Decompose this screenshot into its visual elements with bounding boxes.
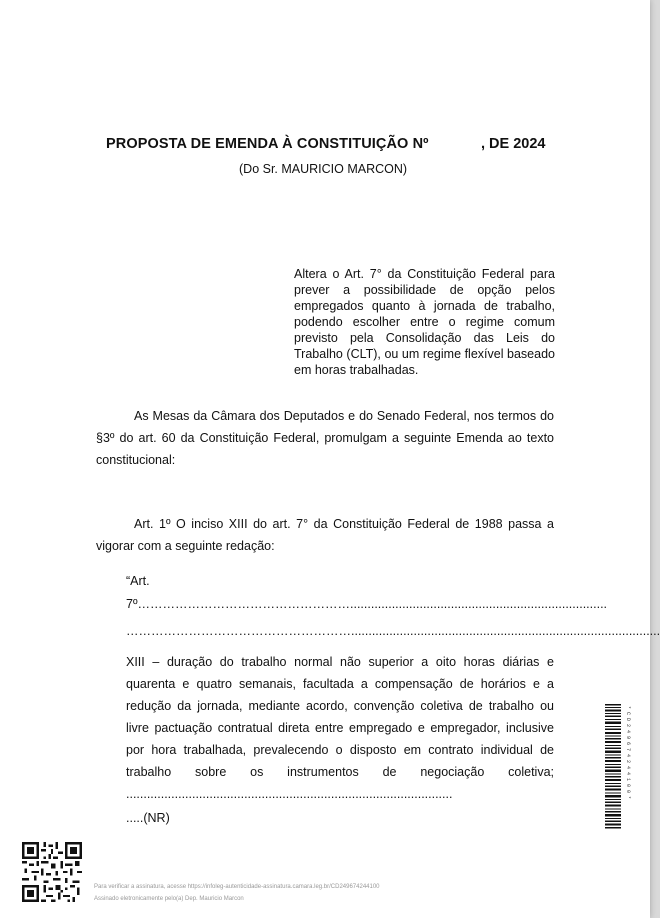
footer-signed-text: Assinado eletronicamente pelo(a) Dep. Mauricio Marcon [94, 896, 244, 902]
article-1-paragraph: Art. 1º O inciso XIII do art. 7° da Constituição Federal de 1988 passa a vigorar com a seguinte redação: [96, 517, 554, 553]
ementa-text: Altera o Art. 7° da Constituição Federal para prever a possibilidade de opção pelos empregados quanto à jornada de trabalho, podendo escolher entre o regime comum previsto pela Consolidação das Leis do Trabalho (CLT), ou um regime flexível baseado em horas trabalhadas. [294, 267, 555, 377]
document-author: (Do Sr. MAURICIO MARCON) [239, 162, 408, 176]
document-title-year: , DE 2024 [481, 136, 546, 152]
quote-dots-line: ………………………………………………......................................................................................... [126, 624, 660, 638]
preamble-paragraph: As Mesas da Câmara dos Deputados e do Senado Federal, nos termos do §3º do art. 60 da Constituição Federal, promulgam a seguinte Emenda ao texto constitucional: [96, 409, 554, 467]
footer-verify-text: Para verificar a assinatura, acesse https://infoleg-autenticidade-assinatura.camara.leg.br/CD249674244100 [94, 884, 380, 890]
quote-nr: .....(NR) [126, 811, 170, 825]
quote-inciso-xiii: XIII – duração do trabalho normal não superior a oito horas diárias e quarenta e quatro semanais, facultada a compensação de horários e a redução da jornada, mediante acordo, convenção coletiva de trabalho ou livre pactuação contratual direta entre empregado e empregador, inclusive por hora trabalhada, prevalecendo o disposto em contrato individual de trabalho sobre os instrumentos de negociação coletiva; .............................................................................................. [126, 655, 554, 801]
quote-art7-line: 7º…………………………………………….......................................................................... [126, 597, 608, 611]
quote-art-label: “Art. [126, 574, 150, 588]
barcode-icon [605, 704, 631, 830]
barcode-text: * C D 2 4 9 6 7 4 2 4 4 1 0 0 * [625, 706, 631, 800]
document-title: PROPOSTA DE EMENDA À CONSTITUIÇÃO Nº [106, 136, 429, 152]
qr-code-icon [22, 842, 82, 902]
